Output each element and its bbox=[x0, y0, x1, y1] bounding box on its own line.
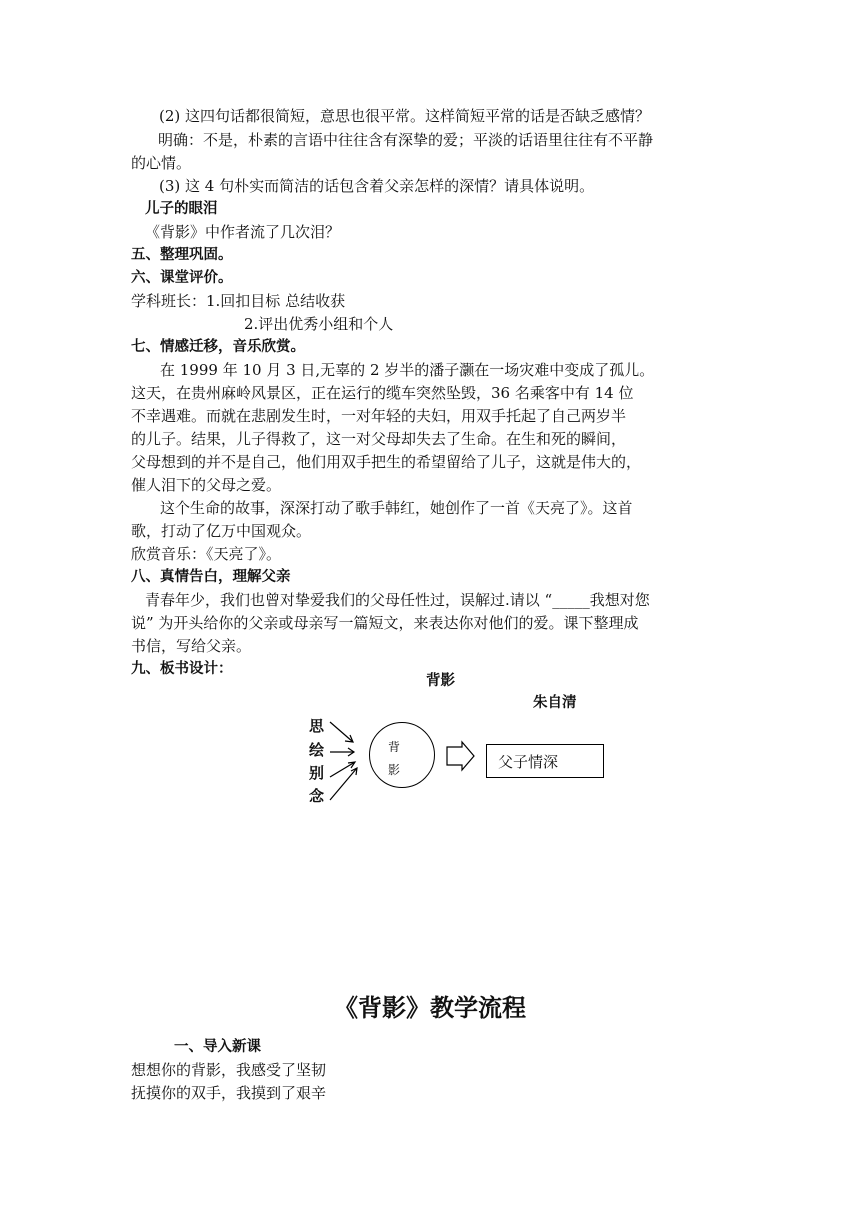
text-line: 抚摸你的双手，我摸到了艰辛 bbox=[131, 1084, 327, 1102]
board-left-char: 念 bbox=[309, 787, 325, 805]
board-left-char: 绘 bbox=[309, 741, 325, 759]
text-line: 在 1999 年 10 月 3 日,无辜的 2 岁半的潘子灏在一场灾难中变成了孤儿。 bbox=[160, 361, 655, 379]
section-heading: 七、情感迁移，音乐欣赏。 bbox=[131, 339, 305, 355]
board-left-char: 别 bbox=[309, 764, 325, 782]
board-title: 背影 bbox=[426, 673, 455, 689]
text-line: 书信，写给父亲。 bbox=[131, 637, 252, 655]
board-author: 朱自清 bbox=[533, 695, 577, 711]
text-line: 说” 为开头给你的父亲或母亲写一篇短文，来表达你对他们的爱。课下整理成 bbox=[131, 614, 639, 632]
text-line: 2.评出优秀小组和个人 bbox=[244, 315, 394, 333]
subheading: 儿子的眼泪 bbox=[145, 201, 218, 217]
board-circle bbox=[369, 722, 435, 788]
text-line: 想想你的背影，我感受了坚韧 bbox=[131, 1061, 327, 1079]
section-heading: 八、真情告白，理解父亲 bbox=[131, 569, 291, 585]
text-line: 欣赏音乐：《天亮了》。 bbox=[131, 545, 282, 563]
section-heading: 五、整理巩固。 bbox=[131, 247, 233, 263]
arrow-line bbox=[330, 768, 357, 800]
text-line: 父母想到的并不是自己，他们用双手把生的希望留给了儿子，这就是伟大的， bbox=[131, 453, 642, 471]
section-heading: 九、板书设计： bbox=[131, 661, 233, 677]
text-line: 的儿子。结果，儿子得救了，这一对父母却失去了生命。在生和死的瞬间， bbox=[131, 430, 627, 448]
box-text: 父子情深 bbox=[498, 753, 559, 771]
page-title: 《背影》教学流程 bbox=[334, 993, 526, 1022]
text-line: 明确：不是，朴素的言语中往往含有深挚的爱；平淡的话语里往往有不平静 bbox=[158, 131, 654, 149]
text-line: 这个生命的故事，深深打动了歌手韩红，她创作了一首《天亮了》。这首 bbox=[160, 499, 633, 517]
board-left-char: 思 bbox=[309, 717, 325, 735]
text-line: 《背影》中作者流了几次泪？ bbox=[145, 223, 341, 241]
text-line: 这天，在贵州麻岭风景区，正在运行的缆车突然坠毁，36 名乘客中有 14 位 bbox=[131, 384, 634, 402]
text-line: 学科班长：1.回扣目标 总结收获 bbox=[131, 292, 346, 310]
text-line: 青春年少，我们也曾对挚爱我们的父母任性过，误解过.请以 “_____我想对您 bbox=[145, 591, 650, 609]
circle-char: 影 bbox=[388, 763, 401, 777]
arrow-line bbox=[330, 722, 353, 742]
circle-char: 背 bbox=[388, 740, 401, 754]
board-box bbox=[486, 744, 604, 778]
text-line: 歌，打动了亿万中国观众。 bbox=[131, 522, 312, 540]
text-line: 催人泪下的父母之爱。 bbox=[131, 476, 282, 494]
text-line: (3) 这 4 句朴实而简洁的话包含着父亲怎样的深情？请具体说明。 bbox=[159, 177, 595, 195]
section-heading: 六、课堂评价。 bbox=[131, 270, 233, 286]
hollow-arrow bbox=[447, 742, 474, 770]
section-heading: 一、导入新课 bbox=[174, 1039, 261, 1055]
text-line: (2) 这四句话都很简短，意思也很平常。这样简短平常的话是否缺乏感情？ bbox=[159, 107, 651, 125]
text-line: 的心情。 bbox=[131, 154, 192, 172]
text-line: 不幸遇难。而就在悲剧发生时，一对年轻的夫妇，用双手托起了自己两岁半 bbox=[131, 407, 627, 425]
